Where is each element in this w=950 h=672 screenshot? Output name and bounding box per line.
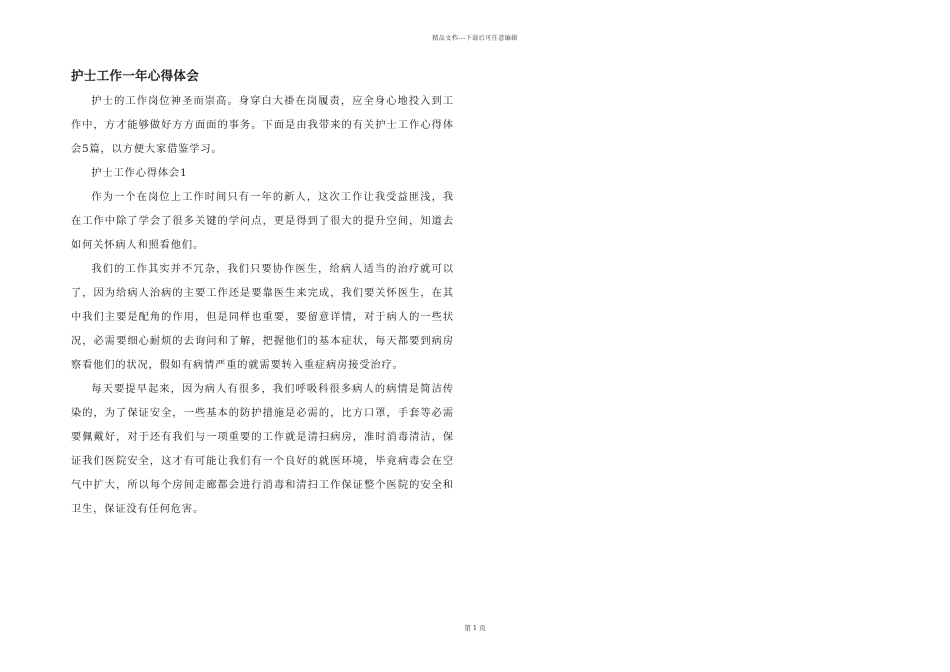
document-body <box>71 90 454 522</box>
paragraph-intro: 护士的工作岗位神圣而崇高。身穿白大褂在岗履责，应全身心地投入到工作中，方才能够做好方方面面的事务。下面是由我带来的有关护士工作心得体会5篇，以方便大家借鉴学习。 <box>71 96 454 155</box>
document-title: 护士工作一年心得体会 <box>71 68 200 83</box>
page-number: 第 1 页 <box>464 624 486 632</box>
section-heading: 护士工作心得体会1 <box>91 168 188 179</box>
paragraph: 作为一个在岗位上工作时间只有一年的新人，这次工作让我受益匪浅，我在工作中除了学会了很多关键的学问点，更是得到了很大的提升空间，知道去如何关怀病人和照看他们。 <box>71 192 454 251</box>
paragraph: 每天要提早起来，因为病人有很多，我们呼吸科很多病人的病情是简洁传染的，为了保证安全，一些基本的防护措施是必需的，比方口罩，手套等必需要佩戴好，对于还有我们与一项重要的工作就是清扫病房，准时消毒清洁，保证我们医院安全，这才有可能让我们有一个良好的就医环境，毕竟病毒会在空气中扩大，所以每个房间走廊都会进行消毒和清扫工作保证整个医院的安全和卫生，保证没有任何危害。 <box>71 384 454 515</box>
paragraph: 我们的工作其实并不冗杂，我们只要协作医生，给病人适当的治疗就可以了，因为给病人治病的主要工作还是要靠医生来完成，我们要关怀医生，在其中我们主要是配角的作用，但是同样也重要，要留意详情，对于病人的一些状况，必需要细心耐烦的去询问和了解，把握他们的基本症状，每天都要到病房察看他们的状况，假如有病情严重的就需要转入重症病房接受治疗。 <box>71 264 454 371</box>
page-header: 精品文档---下载后可任意编辑 <box>432 35 518 42</box>
